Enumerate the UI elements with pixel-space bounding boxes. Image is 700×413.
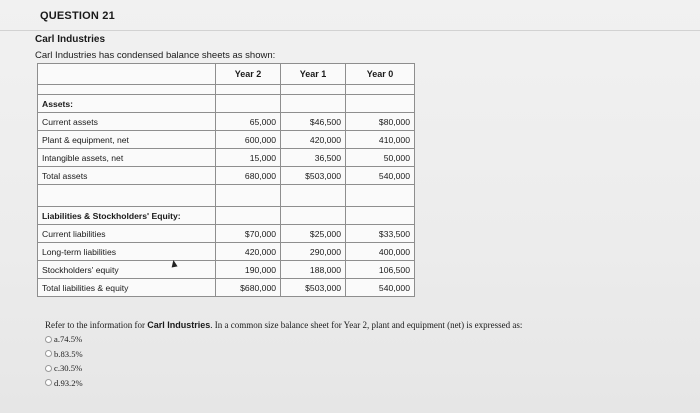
cell-year-0: 50,000 <box>346 149 415 167</box>
cell-year-1: $46,500 <box>281 113 346 131</box>
cell-year-2: 680,000 <box>216 167 281 185</box>
radio-button[interactable] <box>45 365 52 372</box>
cell-year-0: 106,500 <box>346 261 415 279</box>
cell-year-1: 420,000 <box>281 131 346 149</box>
answer-options <box>45 332 83 390</box>
row-label: Intangible assets, net <box>38 149 216 167</box>
table-row <box>38 261 415 279</box>
option-text: 74.5% <box>59 334 83 345</box>
question-number: QUESTION 21 <box>40 10 115 22</box>
option-c[interactable] <box>45 361 83 376</box>
option-text: 30.5% <box>59 363 83 374</box>
radio-button[interactable] <box>45 379 52 386</box>
option-letter: d. <box>54 377 61 388</box>
cell-year-1: 290,000 <box>281 243 346 261</box>
prompt-company: Carl Industries <box>147 320 211 330</box>
cell-year-1: $503,000 <box>281 279 346 297</box>
row-label: Long-term liabilities <box>38 243 216 261</box>
row-label: Total liabilities & equity <box>38 279 216 297</box>
balance-sheet-table <box>37 63 415 297</box>
cell-year-1: 188,000 <box>281 261 346 279</box>
liabilities-section-label: Liabilities & Stockholders' Equity: <box>38 207 216 225</box>
option-text: 93.2% <box>60 377 83 388</box>
header-blank-cell <box>38 64 216 85</box>
cell-year-2: 65,000 <box>216 113 281 131</box>
cell-year-0: $33,500 <box>346 225 415 243</box>
header-year-2: Year 2 <box>216 64 281 85</box>
row-label: Plant & equipment, net <box>38 131 216 149</box>
cell-year-2: $680,000 <box>216 279 281 297</box>
cell-year-0: $80,000 <box>346 113 415 131</box>
cell-year-1: $25,000 <box>281 225 346 243</box>
spacer-row <box>38 85 415 95</box>
option-letter: b. <box>54 348 61 359</box>
table-row <box>38 167 415 185</box>
option-text: 83.5% <box>60 348 83 359</box>
cell-year-2: 600,000 <box>216 131 281 149</box>
table-row <box>38 243 415 261</box>
cell-year-0: 540,000 <box>346 167 415 185</box>
cell-year-2: $70,000 <box>216 225 281 243</box>
row-label: Current assets <box>38 113 216 131</box>
cell-year-1: 36,500 <box>281 149 346 167</box>
option-a[interactable] <box>45 332 83 347</box>
company-name: Carl Industries <box>35 34 106 45</box>
option-letter: c. <box>54 363 60 374</box>
assets-section-label: Assets: <box>38 95 216 113</box>
cell-year-2: 190,000 <box>216 261 281 279</box>
prompt-text-start: Refer to the information for <box>45 320 145 330</box>
table-row <box>38 131 415 149</box>
question-header <box>0 0 700 31</box>
prompt-text-end: . In a common size balance sheet for Year 2, plant and equipment (net) is expressed as: <box>210 320 523 330</box>
cell-year-0: 410,000 <box>346 131 415 149</box>
table-row <box>38 113 415 131</box>
radio-button[interactable] <box>45 336 52 343</box>
cell-year-0: 400,000 <box>346 243 415 261</box>
intro-text: Carl Industries has condensed balance sheets as shown: <box>35 50 276 61</box>
table-row <box>38 149 415 167</box>
cell-year-0: 540,000 <box>346 279 415 297</box>
table-row <box>38 225 415 243</box>
cell-year-2: 420,000 <box>216 243 281 261</box>
question-prompt <box>45 320 685 330</box>
table-row <box>38 279 415 297</box>
liabilities-section-row <box>38 207 415 225</box>
option-letter: a. <box>54 334 60 345</box>
row-label: Total assets <box>38 167 216 185</box>
assets-section-row <box>38 95 415 113</box>
header-year-1: Year 1 <box>281 64 346 85</box>
row-label: Stockholders' equity <box>38 261 216 279</box>
cell-year-2: 15,000 <box>216 149 281 167</box>
radio-button[interactable] <box>45 350 52 357</box>
option-d[interactable] <box>45 376 83 391</box>
table-header-row <box>38 64 415 85</box>
row-label: Current liabilities <box>38 225 216 243</box>
option-b[interactable] <box>45 347 83 362</box>
cell-year-1: $503,000 <box>281 167 346 185</box>
header-year-0: Year 0 <box>346 64 415 85</box>
spacer-row <box>38 185 415 207</box>
mouse-cursor-icon <box>170 260 177 268</box>
